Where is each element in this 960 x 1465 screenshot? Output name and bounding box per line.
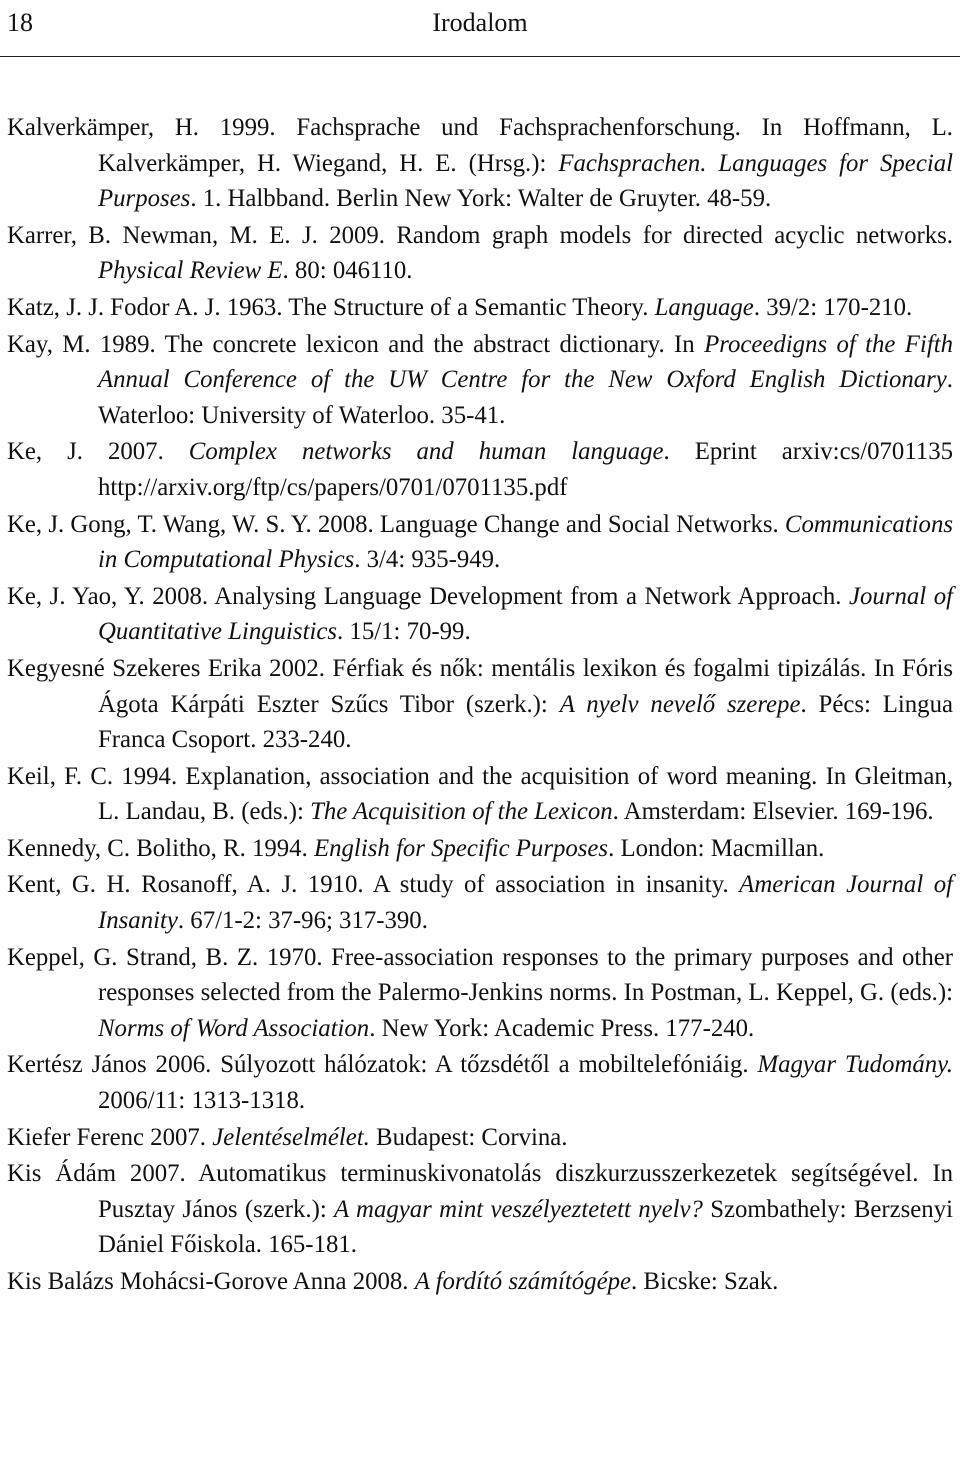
reference-entry <box>7 579 953 650</box>
reference-text: . Eprint arxiv:cs/0701135 http://arxiv.org/ftp/cs/papers/0701/0701135.pdf <box>98 438 953 501</box>
reference-title: Language <box>654 293 754 321</box>
reference-list <box>7 110 953 1300</box>
reference-entry <box>7 218 953 289</box>
reference-entry <box>7 110 953 217</box>
reference-title: Proceedigns of the Fifth Annual Conference of the UW Centre for the New Oxford English Dictionary <box>98 330 953 394</box>
reference-entry <box>7 831 953 867</box>
reference-text: . Amsterdam: Elsevier. 169-196. <box>612 798 934 826</box>
reference-text: . London: Macmillan. <box>608 834 825 862</box>
reference-title: Magyar Tudomány. <box>757 1051 953 1079</box>
reference-text: Kiefer Ferenc 2007. <box>7 1123 213 1151</box>
reference-text: Keil, F. C. 1994. Explanation, association and the acquisition of word meaning. In Gleitman, L. Landau, B. (eds.): <box>7 762 953 826</box>
reference-title: Physical Review E <box>98 257 283 285</box>
reference-text: Ke, J. Gong, T. Wang, W. S. Y. 2008. Language Change and Social Networks. <box>7 510 785 538</box>
reference-entry <box>7 327 953 434</box>
reference-title: A magyar mint veszélyeztetett nyelv? <box>334 1195 703 1223</box>
reference-entry <box>7 1156 953 1263</box>
reference-text: . 39/2: 170-210. <box>753 293 913 321</box>
reference-entry <box>7 651 953 758</box>
reference-text: Katz, J. J. Fodor A. J. 1963. The Structure of a Semantic Theory. <box>7 293 655 321</box>
reference-entry <box>7 290 953 326</box>
reference-title: English for Specific Purposes <box>313 834 609 862</box>
reference-text: Kent, G. H. Rosanoff, A. J. 1910. A study of association in insanity. <box>7 871 740 899</box>
page-number: 18 <box>7 8 33 37</box>
reference-text: 2006/11: 1313-1318. <box>98 1087 306 1115</box>
reference-text: Kertész János 2006. Súlyozott hálózatok: A tőzsdétől a mobiltelefóniáig. <box>7 1051 758 1079</box>
reference-title: Journal of Quantitative Linguistics <box>98 582 953 646</box>
reference-text: Kis Balázs Mohácsi-Gorove Anna 2008. <box>7 1268 415 1295</box>
reference-title: Fachsprachen. Languages for Special Purposes <box>98 149 953 213</box>
reference-entry <box>7 940 953 1047</box>
reference-text: Ke, J. 2007. <box>7 438 189 466</box>
reference-title: Complex networks and human language <box>188 438 664 466</box>
reference-entry <box>7 1120 953 1156</box>
reference-entry <box>7 507 953 578</box>
reference-text: Kalverkämper, H. 1999. Fachsprache und Fachsprachenforschung. In Hoffmann, L. Kalverkämper, H. Wiegand, H. E. (Hrsg.): <box>7 114 953 177</box>
reference-text: Kennedy, C. Bolitho, R. 1994. <box>7 834 314 862</box>
reference-text: Budapest: Corvina. <box>369 1123 568 1151</box>
reference-text: . Bicske: Szak. <box>631 1268 779 1295</box>
reference-text: Szombathely: Berzsenyi Dániel Főiskola. 165-181. <box>98 1195 953 1259</box>
reference-text: . New York: Academic Press. 177-240. <box>369 1014 755 1042</box>
reference-text: Kegyesné Szekeres Erika 2002. Férfiak és nők: mentális lexikon és fogalmi tipizálás. In Fóris Ágota Kárpáti Eszter Szűcs Tibor (szerk.): <box>7 654 953 718</box>
page-header <box>0 0 960 57</box>
reference-text: Kay, M. 1989. The concrete lexicon and the abstract dictionary. In <box>7 330 705 358</box>
reference-entry <box>7 1264 953 1300</box>
reference-text: Karrer, B. Newman, M. E. J. 2009. Random graph models for directed acyclic networks. <box>7 221 953 249</box>
reference-text: . 80: 046110. <box>282 257 413 285</box>
reference-text: Kis Ádám 2007. Automatikus terminuskivonatolás diszkurzusszerkezetek segítségével. In Pusztay János (szerk.): <box>7 1160 953 1223</box>
reference-title: Norms of Word Association <box>98 1014 370 1042</box>
reference-entry <box>7 1047 953 1118</box>
reference-text: . Pécs: Lingua Franca Csoport. 233-240. <box>98 690 953 754</box>
reference-title: A nyelv nevelő szerepe <box>559 690 801 718</box>
reference-title: The Acquisition of the Lexicon <box>310 798 613 826</box>
reference-text: . 3/4: 935-949. <box>354 546 501 574</box>
reference-title: A fordító számítógépe <box>414 1268 631 1295</box>
reference-text: . 1. Halbband. Berlin New York: Walter de Gruyter. 48-59. <box>190 185 772 213</box>
reference-title: American Journal of Insanity <box>98 871 953 935</box>
reference-text: Ke, J. Yao, Y. 2008. Analysing Language Development from a Network Approach. <box>7 582 849 610</box>
reference-title: Communications in Computational Physics <box>98 510 953 574</box>
reference-text: . Waterloo: University of Waterloo. 35-41. <box>98 366 953 429</box>
reference-entry <box>7 867 953 938</box>
reference-entry <box>7 759 953 830</box>
running-title: Irodalom <box>432 8 528 37</box>
reference-text: . 67/1-2: 37-96; 317-390. <box>177 907 428 935</box>
reference-text: . 15/1: 70-99. <box>337 618 471 646</box>
reference-entry <box>7 434 953 505</box>
reference-text: Keppel, G. Strand, B. Z. 1970. Free-association responses to the primary purposes and other responses selected from the Palermo-Jenkins norms. In Postman, L. Keppel, G. (eds.): <box>7 943 953 1007</box>
reference-title: Jelentéselmélet. <box>212 1123 370 1151</box>
